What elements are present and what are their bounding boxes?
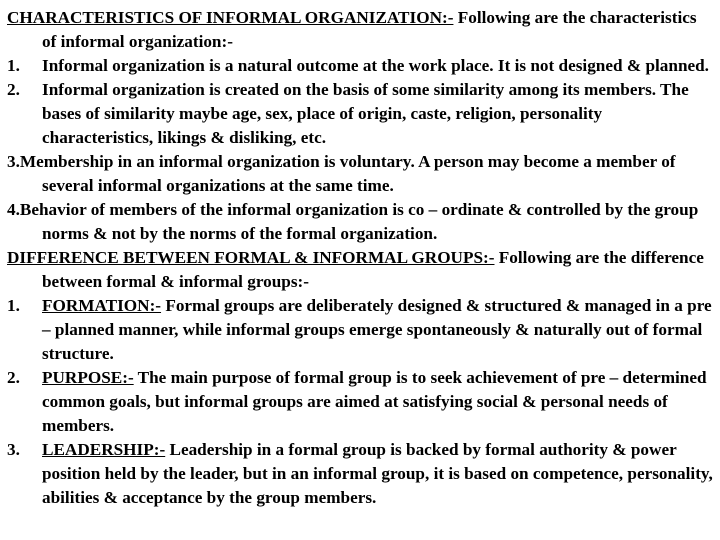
item-text: Informal organization is a natural outcome at the work place. It is not designed & planned. xyxy=(42,56,709,75)
difference-item-purpose xyxy=(7,366,713,438)
difference-item-leadership xyxy=(7,438,713,510)
characteristics-intro xyxy=(7,6,713,54)
item-text: Informal organization is created on the basis of some similarity among its members. The bases of similarity maybe age, sex, place of origin, caste, religion, personality characteristics, likings & disliking, etc. xyxy=(42,80,689,147)
characteristic-item-4: 4.Behavior of members of the informal organization is co – ordinate & controlled by the group norms & not by the norms of the formal organization. xyxy=(7,200,699,243)
item-label: PURPOSE:- xyxy=(42,368,134,387)
item-text: Formal groups are deliberately designed & structured & managed in a pre – planned manner, while informal groups emerge spontaneously & naturally out of formal structure. xyxy=(42,296,712,363)
item-number: 2. xyxy=(7,80,20,99)
characteristics-heading: CHARACTERISTICS OF INFORMAL ORGANIZATION:- xyxy=(7,8,454,27)
item-number: 1. xyxy=(7,56,20,75)
item-text: Leadership in a formal group is backed by formal authority & power position held by the leader, but in an informal group, it is based on competence, personality, abilities & acceptance by the group members. xyxy=(42,440,713,507)
characteristic-item-1 xyxy=(7,54,713,78)
item-label: FORMATION:- xyxy=(42,296,162,315)
characteristics-intro-text: Following are the characteristics of informal organization:- xyxy=(42,8,697,51)
characteristic-item-3: 3.Membership in an informal organization is voluntary. A person may become a member of several informal organizations at the same time. xyxy=(7,152,676,195)
item-number: 2. xyxy=(7,368,20,387)
difference-heading: DIFFERENCE BETWEEN FORMAL & INFORMAL GROUPS:- xyxy=(7,248,495,267)
item-text: The main purpose of formal group is to seek achievement of pre – determined common goals, but informal groups are aimed at satisfying social & personal needs of members. xyxy=(42,368,707,435)
difference-item-formation xyxy=(7,294,713,366)
difference-intro xyxy=(7,246,713,294)
document-page xyxy=(7,6,713,510)
characteristic-item-2 xyxy=(7,78,713,150)
item-number: 3. xyxy=(7,440,20,459)
item-number: 1. xyxy=(7,296,20,315)
item-label: LEADERSHIP:- xyxy=(42,440,166,459)
difference-intro-text: Following are the difference between formal & informal groups:- xyxy=(42,248,704,291)
